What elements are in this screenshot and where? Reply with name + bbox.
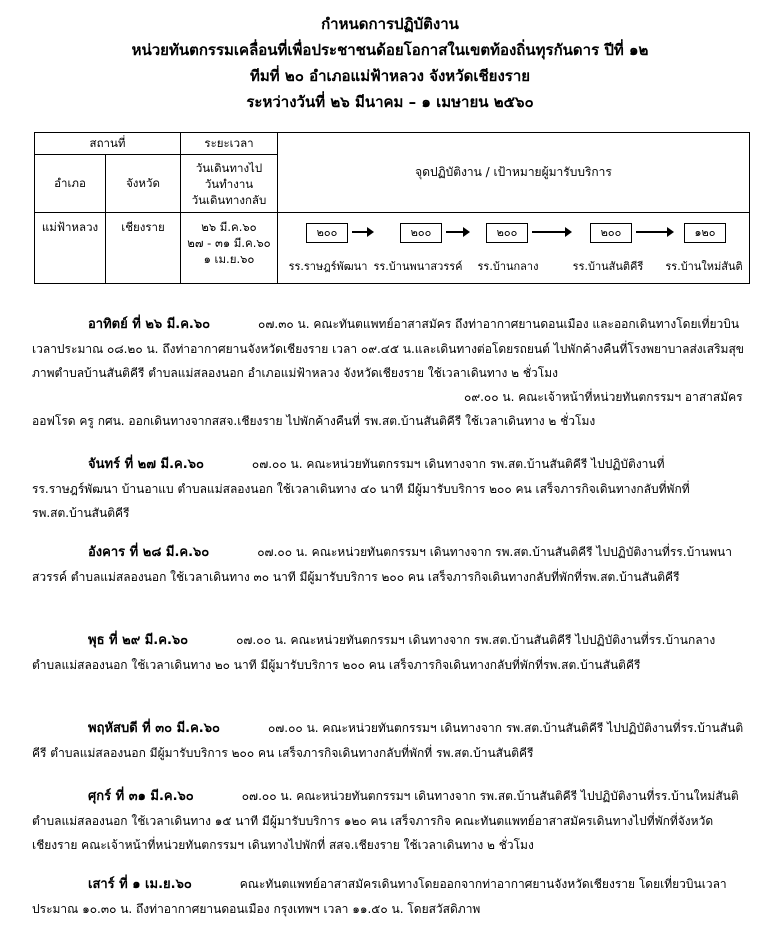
target-flow (278, 213, 749, 283)
day-label: ศุกร์ ที่ ๓๑ มี.ค.๖๐ (88, 789, 194, 804)
stop-place: รร.บ้านใหม่สันติ (665, 260, 743, 273)
day-entry (32, 872, 748, 921)
day-label: เสาร์ ที่ ๑ เม.ย.๖๐ (88, 877, 192, 892)
doc-subtitle: หน่วยทันตกรรมเคลื่อนที่เพื่อประชาชนด้อยโอกาสในเขตท้องถิ่นทุรกันดาร ปีที่ ๑๒ (131, 41, 649, 59)
day-entry (32, 540, 748, 589)
arrow-icon (446, 231, 464, 233)
day-entry (32, 312, 748, 433)
day-label: พฤหัสบดี ที่ ๓๐ มี.ค.๖๐ (88, 721, 220, 736)
stop-count-box: ๒๐๐ (590, 223, 632, 243)
day-text: คณะทันตแพทย์อาสาสมัครเดินทางโดยออกจากท่าอากาศยานจังหวัดเชียงราย โดยเที่ยวบินเวลาประมาณ ๑๐.๓๐ น. ถึงท่าอากาศยานดอนเมือง กรุงเทพฯ เวลา ๑๑.๕๐ น. โดยสวัสดิภาพ (32, 877, 727, 916)
location-header: สถานที่ (35, 133, 181, 155)
stop-count-box: ๒๐๐ (306, 223, 348, 243)
province-header: จังหวัด (106, 155, 181, 213)
day-entry (32, 452, 748, 525)
stop-count-box: ๒๐๐ (400, 223, 442, 243)
period-line-work: วันทำงาน (204, 176, 254, 191)
period-line-return: วันเดินทางกลับ (191, 192, 267, 207)
day-entry (32, 716, 748, 765)
doc-date-range: ระหว่างวันที่ ๒๖ มีนาคม – ๑ เมษายน ๒๕๖๐ (246, 93, 534, 111)
target-flow-cell (278, 213, 750, 284)
period-line-go: วันเดินทางไป (195, 160, 263, 175)
stop-count-box: ๒๐๐ (486, 223, 528, 243)
arrow-icon (532, 231, 566, 233)
row-province (106, 213, 181, 284)
day-text: ๐๗.๐๐ น. คณะหน่วยทันตกรรมฯ เดินทางจาก รพ.สต.บ้านสันติคีรี ไปปฏิบัติงานที่รร.บ้านพนาสวรรค์ ตำบลแม่สลองนอก ใช้เวลาเดินทาง ๓๐ นาที มีผู้มารับบริการ ๒๐๐ คน เสร็จภารกิจเดินทางกลับที่พักที่รพ.สต.บ้านสันติคีรี (32, 545, 732, 584)
day-label: พุธ ที่ ๒๙ มี.ค.๖๐ (88, 633, 189, 648)
day-text: ๐๗.๐๐ น. คณะหน่วยทันตกรรมฯ เดินทางจาก รพ.สต.บ้านสันติคีรี ไปปฏิบัติงานที่รร.บ้านกลาง ตำบลแม่สลองนอก ใช้เวลาเดินทาง ๒๐ นาที มีผู้มารับบริการ ๒๐๐ คน เสร็จภารกิจเดินทางกลับที่พักที่รพ.สต.บ้านสันติคีรี (32, 633, 716, 672)
day-label: อังคาร ที่ ๒๘ มี.ค.๖๐ (88, 545, 210, 560)
schedule-table (34, 132, 750, 284)
stop-place: รร.ราษฎร์พัฒนา (288, 260, 368, 273)
day-label: จันทร์ ที่ ๒๗ มี.ค.๖๐ (88, 457, 204, 472)
date-go: ๒๖ มี.ค.๖๐ (201, 220, 257, 234)
arrow-icon (636, 231, 668, 233)
date-work: ๒๗ - ๓๑ มี.ค.๖๐ (187, 236, 271, 250)
row-dates (181, 213, 278, 284)
day-label: อาทิตย์ ที่ ๒๖ มี.ค.๖๐ (88, 317, 211, 332)
district-value: แม่ฟ้าหลวง (41, 220, 99, 234)
day-text: ๐๗.๐๐ น. คณะหน่วยทันตกรรมฯ เดินทางจาก รพ.สต.บ้านสันติคีรี ไปปฏิบัติงานที่รร.บ้านสันติคีรี ตำบลแม่สลองนอก มีผู้มารับบริการ ๒๐๐ คน เสร็จภารกิจเดินทางกลับที่พักที่ รพ.สต.บ้านสันติคีรี (32, 721, 744, 760)
day-text: ๐๗.๓๐ น. คณะทันตแพทย์อาสาสมัคร ถึงท่าอากาศยานดอนเมือง และออกเดินทางโดยเที่ยวบินเวลาประมาณ ๐๘.๒๐ น. ถึงท่าอากาศยานจังหวัดเชียงราย เวลา ๐๙.๔๕ น.และเดินทางต่อโดยรถยนต์ ไปพักค้างคืนที่โรงพยาบาลส่งเสริมสุขภาพตำบลบ้านสันติคีรี ตำบลแม่สลองนอก อำเภอแม่ฟ้าหลวง จังหวัดเชียงราย ใช้เวลาเดินทาง ๒ ชั่วโมง (32, 317, 744, 380)
doc-team-line: ทีมที่ ๒๐ อำเภอแม่ฟ้าหลวง จังหวัดเชียงราย (249, 67, 531, 85)
stop-place: รร.บ้านพนาสวรรค์ (373, 260, 463, 273)
period-sublabels (181, 155, 278, 213)
day-entry (32, 628, 748, 677)
province-value: เชียงราย (121, 220, 165, 234)
date-return: ๑ เม.ย.๖๐ (203, 252, 255, 266)
stop-place: รร.บ้านกลาง (477, 260, 539, 273)
district-header: อำเภอ (35, 155, 106, 213)
target-header: จุดปฏิบัติงาน / เป้าหมายผู้มารับบริการ (278, 133, 750, 213)
day-text: ๐๗.๐๐ น. คณะหน่วยทันตกรรมฯ เดินทางจาก รพ.สต.บ้านสันติคีรี ไปปฏิบัติงานที่รร.บ้านใหม่สันติ ตำบลแม่สลองนอก ใช้เวลาเดินทาง ๑๕ นาที มีผู้มารับบริการ ๑๒๐ คน เสร็จภารกิจ คณะทันตแพทย์อาสาสมัครเดินทางไปที่พักที่จังหวัดเชียงราย คณะเจ้าหน้าที่หน่วยทันตกรรมฯ เดินทางไปพักที่ สสจ.เชียงราย ใช้เวลาเดินทาง ๒ ชั่วโมง (32, 789, 739, 852)
row-district (35, 213, 106, 284)
day-entry (32, 784, 748, 857)
stop-count-box: ๑๒๐ (684, 223, 726, 243)
stop-place: รร.บ้านสันติคีรี (572, 260, 644, 273)
day-text-2: ๐๙.๐๐ น. คณะเจ้าหน้าที่หน่วยทันตกรรมฯ อาสาสมัครออฟโรด ครู กศน. ออกเดินทางจากสสจ.เชียงราย ไปพักค้างคืนที่ รพ.สต.บ้านสันติคีรี ใช้เวลาเดินทาง ๒ ชั่วโมง (32, 390, 743, 428)
arrow-icon (352, 231, 368, 233)
period-header: ระยะเวลา (181, 133, 278, 155)
day-text: ๐๗.๐๐ น. คณะหน่วยทันตกรรมฯ เดินทางจาก รพ.สต.บ้านสันติคีรี ไปปฏิบัติงานที่รร.ราษฎร์พัฒนา บ้านอาแบ ตำบลแม่สลองนอก ใช้เวลาเดินทาง ๔๐ นาที มีผู้มารับบริการ ๒๐๐ คน เสร็จภารกิจเดินทางกลับที่พักที่ รพ.สต.บ้านสันติคีรี (32, 457, 690, 520)
doc-title: กำหนดการปฏิบัติงาน (321, 15, 459, 33)
